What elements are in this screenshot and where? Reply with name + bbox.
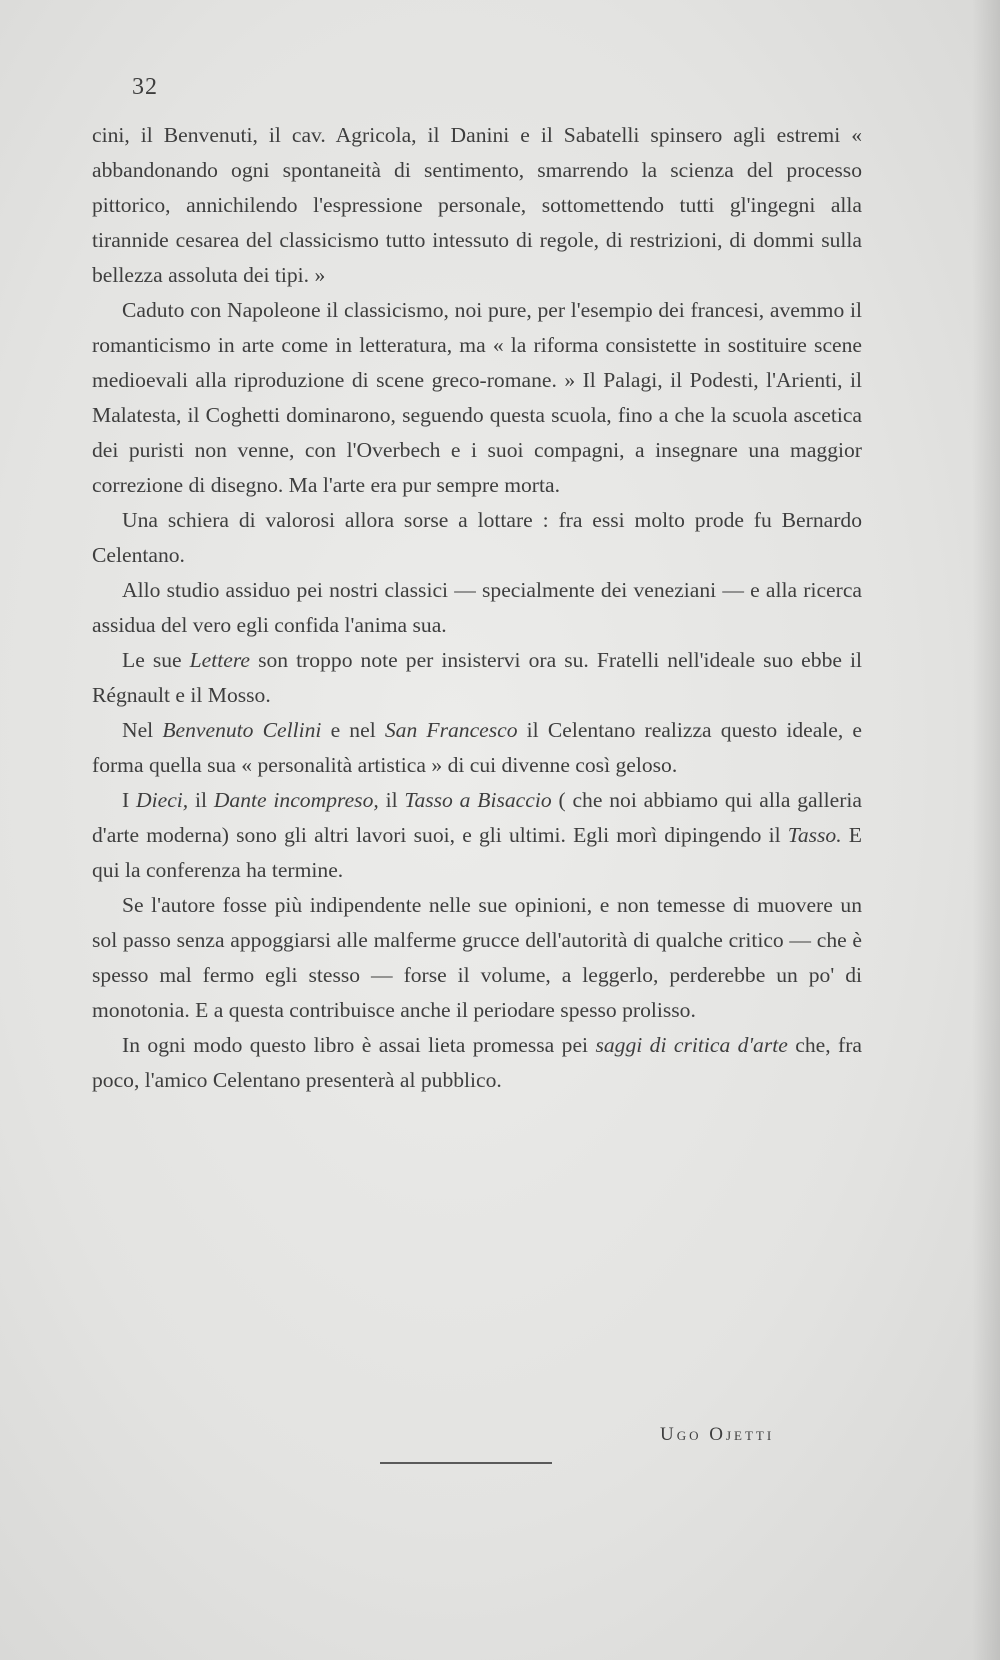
text-segment: che, fra poco, l'amico Celentano presenterà al pubblico. bbox=[92, 1033, 863, 1092]
text-segment: Caduto con Napoleone il classicismo, noi pure, per l'esempio dei francesi, avemmo il romanticismo in arte come in letteratura, ma « la riforma consistette in sostituire scene medioevali alla riproduzione di scene greco-romane. » Il Palagi, il Podesti, l'Arienti, il Malatesta, il Coghetti dominarono, seguendo questa scuola, fino a che la scuola ascetica dei puristi non venne, con l'Overbech e i suoi compagni, a insegnare una maggior correzione di disegno. Ma l'arte era pur sempre morta. bbox=[92, 298, 862, 497]
italic-title: Dante incompreso, bbox=[213, 788, 379, 812]
text-segment: cini, il Benvenuti, il cav. Agricola, il Danini e il Sabatelli spinsero agli estremi « abbandonando ogni spontaneità di sentimento, smarrendo la scienza del processo pittorico, annichilendo l'espressione personale, sottomettendo tutti gl'ingegni alla tirannide cesarea del classicismo tutto intessuto di regole, di restrizioni, di dommi sulla bellezza assoluta dei tipi. » bbox=[92, 123, 862, 287]
text-segment: il Celentano realizza questo ideale, e forma quella sua « personalità artistica » di cui divenne così geloso. bbox=[92, 718, 863, 777]
paragraph bbox=[92, 888, 862, 1028]
text-segment: e nel bbox=[321, 718, 385, 742]
paragraph bbox=[92, 1028, 862, 1098]
text-segment: I bbox=[122, 788, 137, 812]
page-number: 32 bbox=[132, 74, 158, 100]
italic-title: Lettere bbox=[189, 648, 251, 672]
page-edge-shadow bbox=[972, 0, 1000, 1660]
text-segment: il bbox=[378, 788, 405, 812]
paragraph bbox=[92, 643, 862, 713]
paragraph bbox=[92, 573, 862, 643]
text-segment: son troppo note per insistervi ora su. Fratelli nell'ideale suo ebbe il Régnault e il Mosso. bbox=[92, 648, 862, 707]
closing-rule bbox=[380, 1462, 552, 1464]
text-segment: In ogni modo questo libro è assai lieta promessa pei bbox=[122, 1033, 596, 1057]
italic-title: Tasso a Bisaccio bbox=[404, 788, 552, 812]
text-segment: Una schiera di valorosi allora sorse a lottare : fra essi molto prode fu Bernardo Celentano. bbox=[92, 508, 862, 567]
italic-title: Benvenuto Cellini bbox=[162, 718, 322, 742]
text-segment: ( che noi abbiamo qui alla galleria d'arte moderna) sono gli altri lavori suoi, e gli ultimi. Egli morì dipingendo il bbox=[92, 788, 862, 847]
body-text bbox=[92, 118, 862, 1098]
paragraph bbox=[92, 783, 862, 888]
paragraph bbox=[92, 293, 862, 503]
text-segment: Se l'autore fosse più indipendente nelle sue opinioni, e non temesse di muovere un sol passo senza appoggiarsi alle malferme grucce dell'autorità di qualche critico — che è spesso mal fermo egli stesso — forse il volume, a leggerlo, perderebbe un po' di monotonia. E a questa contribuisce anche il periodare spesso prolisso. bbox=[92, 893, 862, 1022]
italic-title: saggi di critica d'arte bbox=[595, 1033, 788, 1057]
text-segment: Le sue bbox=[122, 648, 190, 672]
paragraph bbox=[92, 118, 862, 293]
italic-title: San Francesco bbox=[384, 718, 518, 742]
text-segment: Allo studio assiduo pei nostri classici — specialmente dei veneziani — e alla ricerca assidua del vero egli confida l'anima sua. bbox=[92, 578, 862, 637]
author-signature: Ugo Ojetti bbox=[660, 1424, 775, 1445]
paragraph bbox=[92, 713, 862, 783]
text-segment: Nel bbox=[122, 718, 163, 742]
paragraph bbox=[92, 503, 862, 573]
italic-title: Dieci, bbox=[136, 788, 189, 812]
text-segment: E qui la conferenza ha termine. bbox=[92, 823, 862, 882]
italic-title: Tasso. bbox=[787, 823, 842, 847]
text-segment: il bbox=[188, 788, 214, 812]
